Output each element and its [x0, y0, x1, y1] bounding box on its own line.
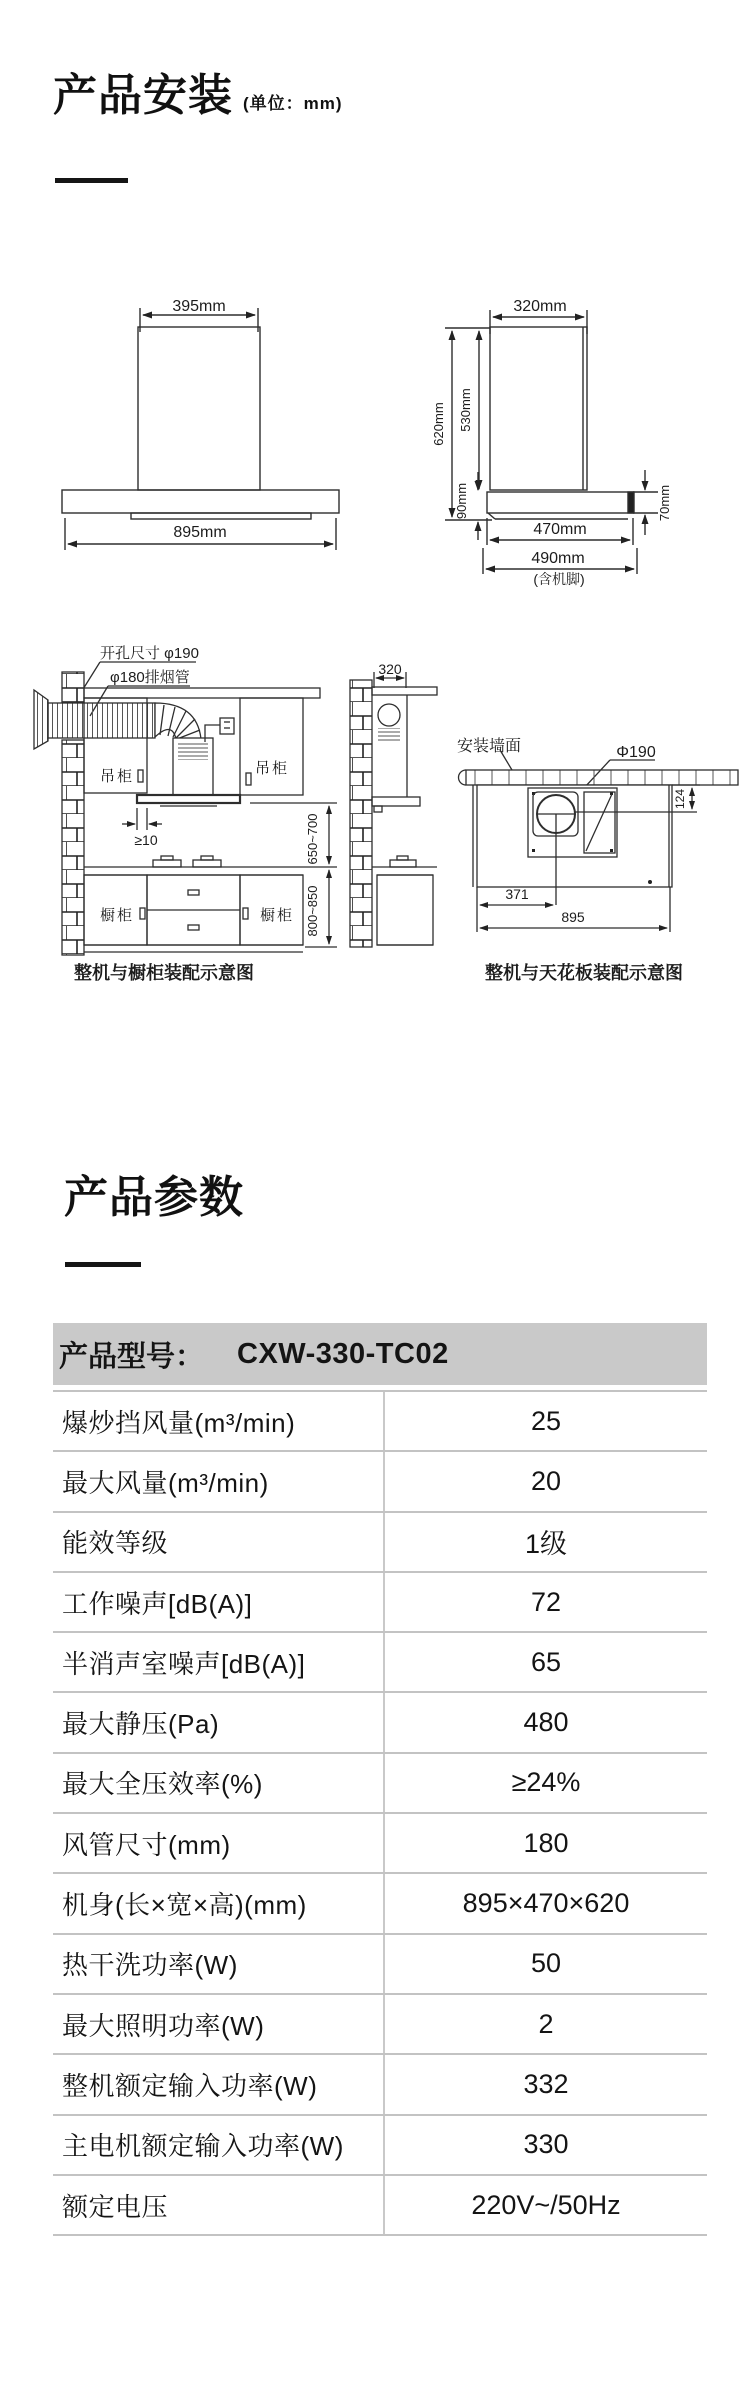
spec-row-value: 220V~/50Hz: [383, 2176, 707, 2234]
spec-row-label: 主电机额定输入功率(W): [62, 2131, 344, 2162]
label-hanging-cabinet-left: 吊柜: [99, 768, 135, 785]
cabinet-ceiling-diagrams: [0, 618, 750, 990]
spec-row: [53, 1693, 707, 1753]
dim-side-body-height: 70mm: [657, 484, 672, 522]
spec-row-label: 最大风量(m³/min): [62, 1467, 269, 1498]
spec-row-value: 895×470×620: [383, 1874, 707, 1932]
spec-table: [53, 1323, 707, 2236]
label-hole-diameter: Φ190: [616, 744, 656, 761]
spec-row-label: 最大全压效率(%): [62, 1769, 263, 1800]
spec-row-value: 1级: [383, 1513, 707, 1571]
spec-row: [53, 2176, 707, 2236]
label-hanging-cabinet-right: 吊柜: [254, 760, 290, 777]
params-title-underline: [65, 1262, 141, 1267]
dim-front-body-width: 895mm: [173, 524, 227, 541]
spec-row-label: 工作噪声[dB(A)]: [62, 1588, 253, 1619]
dim-side-body-depth: 470mm: [533, 521, 587, 538]
params-title-text: 产品参数: [64, 1173, 244, 1222]
dim-side-total-height: 620mm: [431, 402, 446, 446]
spec-row-label: 整机额定输入功率(W): [62, 2070, 318, 2101]
spec-row-label: 风管尺寸(mm): [62, 1829, 231, 1860]
spec-row-label: 能效等级: [62, 1528, 169, 1559]
spec-row-label: 热干洗功率(W): [62, 1950, 238, 1981]
install-title-text: 产品安装: [53, 71, 233, 120]
spec-row-label: 半消声室噪声[dB(A)]: [62, 1648, 306, 1679]
dim-front-top-width: 395mm: [172, 298, 226, 315]
spec-row: [53, 1452, 707, 1512]
dim-wall-offset: 124: [673, 788, 687, 810]
installation-drawings: [0, 290, 750, 590]
spec-row: [53, 1573, 707, 1633]
spec-row: [53, 1874, 707, 1934]
dim-side-top-depth: 320mm: [513, 298, 567, 315]
install-unit-note: (单位：mm): [243, 94, 343, 113]
spec-row-value: 72: [383, 1573, 707, 1631]
spec-row-label: 机身(长×宽×高)(mm): [62, 1890, 307, 1921]
spec-row: [53, 1935, 707, 1995]
dim-ceiling-depth: 320: [378, 661, 402, 677]
spec-row-value: 330: [383, 2116, 707, 2174]
spec-row-value: 332: [383, 2055, 707, 2113]
spec-row-value: 65: [383, 1633, 707, 1691]
spec-row-value: 20: [383, 1452, 707, 1510]
spec-row-value: 180: [383, 1814, 707, 1872]
dim-hood-height-range: 650~700: [305, 813, 320, 865]
spec-row-value: 50: [383, 1935, 707, 1993]
spec-table-body: [53, 1390, 707, 2236]
label-base-cabinet-right: 橱柜: [259, 907, 295, 924]
dim-center-offset: 371: [505, 886, 529, 902]
spec-row: [53, 1633, 707, 1693]
model-value: CXW-330-TC02: [237, 1337, 449, 1370]
spec-table-header: [53, 1323, 707, 1385]
caption-ceiling-diagram: 整机与天花板装配示意图: [485, 963, 683, 983]
spec-row: [53, 1995, 707, 2055]
spec-row: [53, 1754, 707, 1814]
dim-gap: ≥10: [134, 832, 158, 848]
spec-row-value: ≥24%: [383, 1754, 707, 1812]
params-section-title: [64, 1173, 244, 1222]
dim-side-feet-depth: 490mm: [531, 550, 585, 567]
spec-row: [53, 1814, 707, 1874]
caption-cabinet-diagram: 整机与橱柜装配示意图: [74, 963, 254, 983]
spec-row-label: 最大照明功率(W): [62, 2010, 265, 2041]
title-underline: [55, 178, 128, 183]
dim-side-bodyfoot-height: 90mm: [454, 482, 469, 520]
spec-row-label: 额定电压: [62, 2191, 169, 2222]
spec-row: [53, 1392, 707, 1452]
spec-row-value: 480: [383, 1693, 707, 1751]
spec-row-value: 2: [383, 1995, 707, 2053]
install-section-title: [53, 71, 343, 120]
spec-row: [53, 2055, 707, 2115]
label-duct: φ180排烟管: [110, 669, 190, 686]
dim-total-width: 895: [561, 909, 585, 925]
spec-row-label: 最大静压(Pa): [62, 1709, 220, 1740]
dim-counter-height-range: 800~850: [305, 885, 320, 937]
label-hole-size: 开孔尺寸 φ190: [100, 645, 199, 662]
spec-row: [53, 1513, 707, 1573]
label-mounting-wall: 安装墙面: [457, 738, 522, 755]
spec-row-label: 爆炒挡风量(m³/min): [62, 1407, 296, 1438]
spec-row-value: 25: [383, 1392, 707, 1450]
spec-row: [53, 2116, 707, 2176]
label-base-cabinet-left: 橱柜: [99, 907, 135, 924]
dim-side-chimney-height: 530mm: [458, 388, 473, 432]
dim-side-feet-note: (含机脚): [533, 571, 585, 587]
model-label: 产品型号：: [59, 1340, 205, 1373]
